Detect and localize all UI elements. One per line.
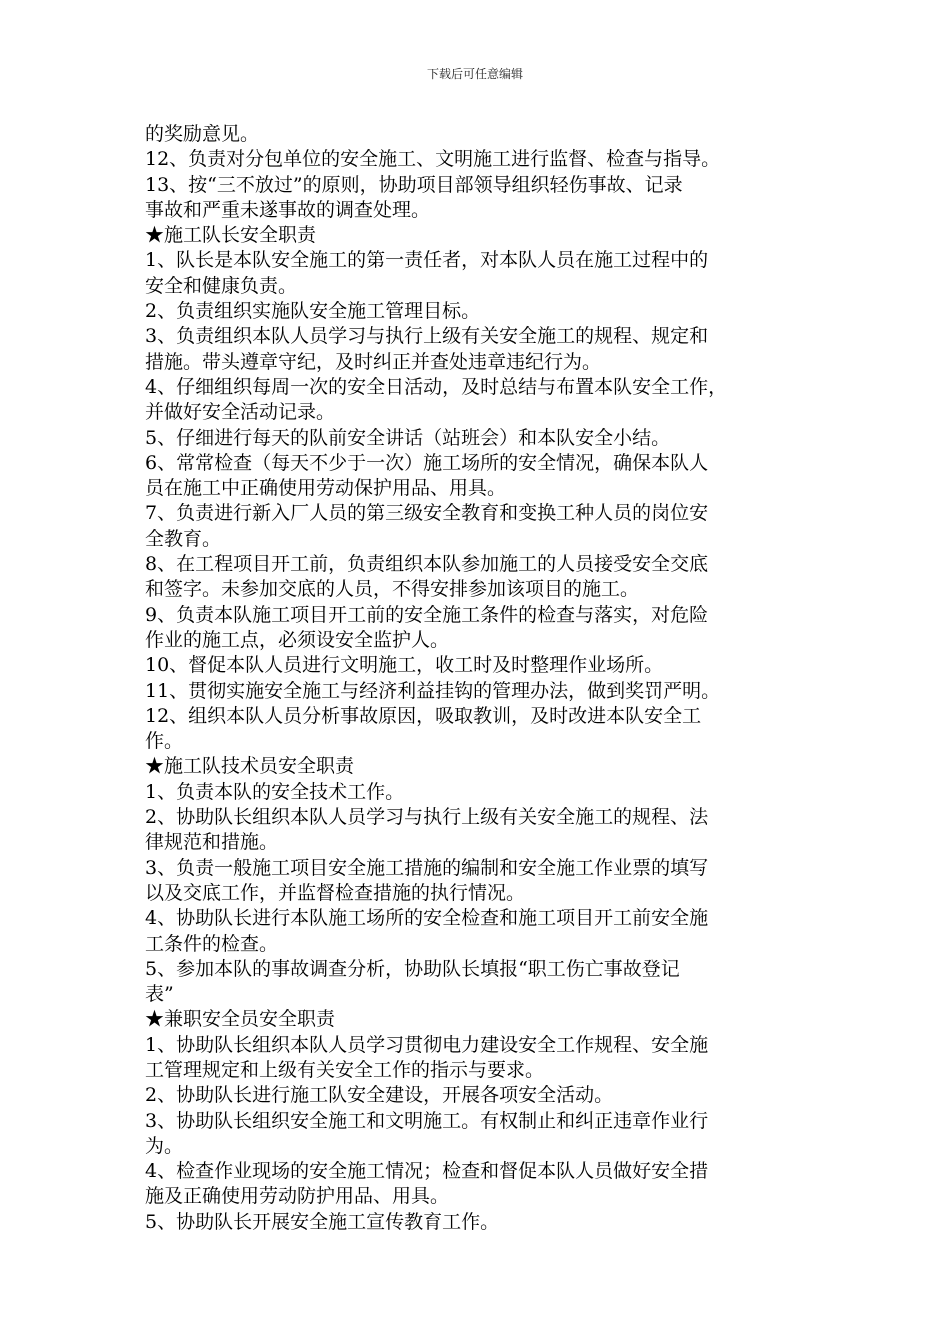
text-line: 的奖励意见。: [145, 123, 260, 145]
text-line: 工管理规定和上级有关安全工作的指示与要求。: [145, 1058, 545, 1081]
text-line: 2、负责组织实施队安全施工管理目标。: [145, 300, 481, 323]
text-line: 并做好安全活动记录。: [145, 401, 336, 424]
section-heading: ★施工队长安全职责: [145, 224, 317, 247]
text-line: 事故和严重未遂事故的调查处理。: [145, 198, 431, 221]
text-line: 5、协助队长开展安全施工宣传教育工作。: [145, 1210, 500, 1233]
text-line: 12、组织本队人员分析事故原因，吸取教训，及时改进本队安全工: [145, 704, 702, 727]
text-line: 3、负责组织本队人员学习与执行上级有关安全施工的规程、规定和: [145, 325, 709, 348]
text-line: 安全和健康负责。: [145, 274, 298, 297]
text-line: 10、督促本队人员进行文明施工，收工时及时整理作业场所。: [145, 654, 664, 677]
text-line: 1、协助队长组织本队人员学习贯彻电力建设安全工作规程、安全施: [145, 1033, 709, 1056]
text-line: 作业的施工点，必须设安全监护人。: [145, 628, 450, 651]
text-line: 表”: [145, 983, 174, 1006]
text-line: 1、队长是本队安全施工的第一责任者，对本队人员在施工过程中的: [145, 249, 709, 272]
text-line: 和签字。未参加交底的人员，不得安排参加该项目的施工。: [145, 578, 640, 601]
text-line: 7、负责进行新入厂人员的第三级安全教育和变换工种人员的岗位安: [145, 502, 709, 525]
text-line: 4、协助队长进行本队施工场所的安全检查和施工项目开工前安全施: [145, 907, 709, 930]
text-line: 3、负责一般施工项目安全施工措施的编制和安全施工作业票的填写: [145, 856, 709, 879]
text-line: 为。: [145, 1134, 184, 1157]
text-line: 2、协助队长进行施工队安全建设，开展各项安全活动。: [145, 1084, 614, 1107]
text-line: 6、常常检查（每天不少于一次）施工场所的安全情况，确保本队人: [145, 451, 709, 474]
text-line: 1、负责本队的安全技术工作。: [145, 780, 405, 803]
text-line: 全教育。: [145, 527, 222, 550]
page-header: 下载后可任意编辑: [426, 67, 523, 81]
text-line: 11、贯彻实施安全施工与经济利益挂钩的管理办法，做到奖罚严明。: [145, 679, 721, 702]
text-line: 13、按“三不放过”的原则，协助项目部领导组织轻伤事故、记录: [145, 173, 683, 196]
section-heading: ★兼职安全员安全职责: [145, 1008, 336, 1031]
text-line: 9、负责本队施工项目开工前的安全施工条件的检查与落实，对危险: [145, 603, 709, 626]
text-line: 施及正确使用劳动防护用品、用具。: [145, 1185, 450, 1208]
text-line: 律规范和措施。: [145, 831, 279, 854]
text-line: 工条件的检查。: [145, 932, 279, 955]
text-line: 作。: [145, 730, 184, 753]
text-line: 8、在工程项目开工前，负责组织本队参加施工的人员接受安全交底: [145, 553, 709, 576]
text-line: 4、检查作业现场的安全施工情况；检查和督促本队人员做好安全措: [145, 1160, 709, 1183]
text-line: 员在施工中正确使用劳动保护用品、用具。: [145, 477, 507, 500]
text-line: 以及交底工作，并监督检查措施的执行情况。: [145, 881, 526, 904]
text-line: 2、协助队长组织本队人员学习与执行上级有关安全施工的规程、法: [145, 806, 709, 829]
section-heading: ★施工队技术员安全职责: [145, 755, 355, 778]
text-line: 4、仔细组织每周一次的安全日活动，及时总结与布置本队安全工作，: [145, 375, 728, 398]
text-line: 5、仔细进行每天的队前安全讲话（站班会）和本队安全小结。: [145, 426, 671, 449]
document-body: [145, 122, 817, 1235]
text-line: 3、协助队长组织安全施工和文明施工。有权制止和纠正违章作业行: [145, 1109, 709, 1132]
text-line: 12、负责对分包单位的安全施工、文明施工进行监督、检查与指导。: [145, 148, 721, 171]
text-line: 5、参加本队的事故调查分析，协助队长填报“职工伤亡事故登记: [145, 957, 680, 980]
text-line: 措施。带头遵章守纪，及时纠正并查处违章违纪行为。: [145, 350, 602, 373]
